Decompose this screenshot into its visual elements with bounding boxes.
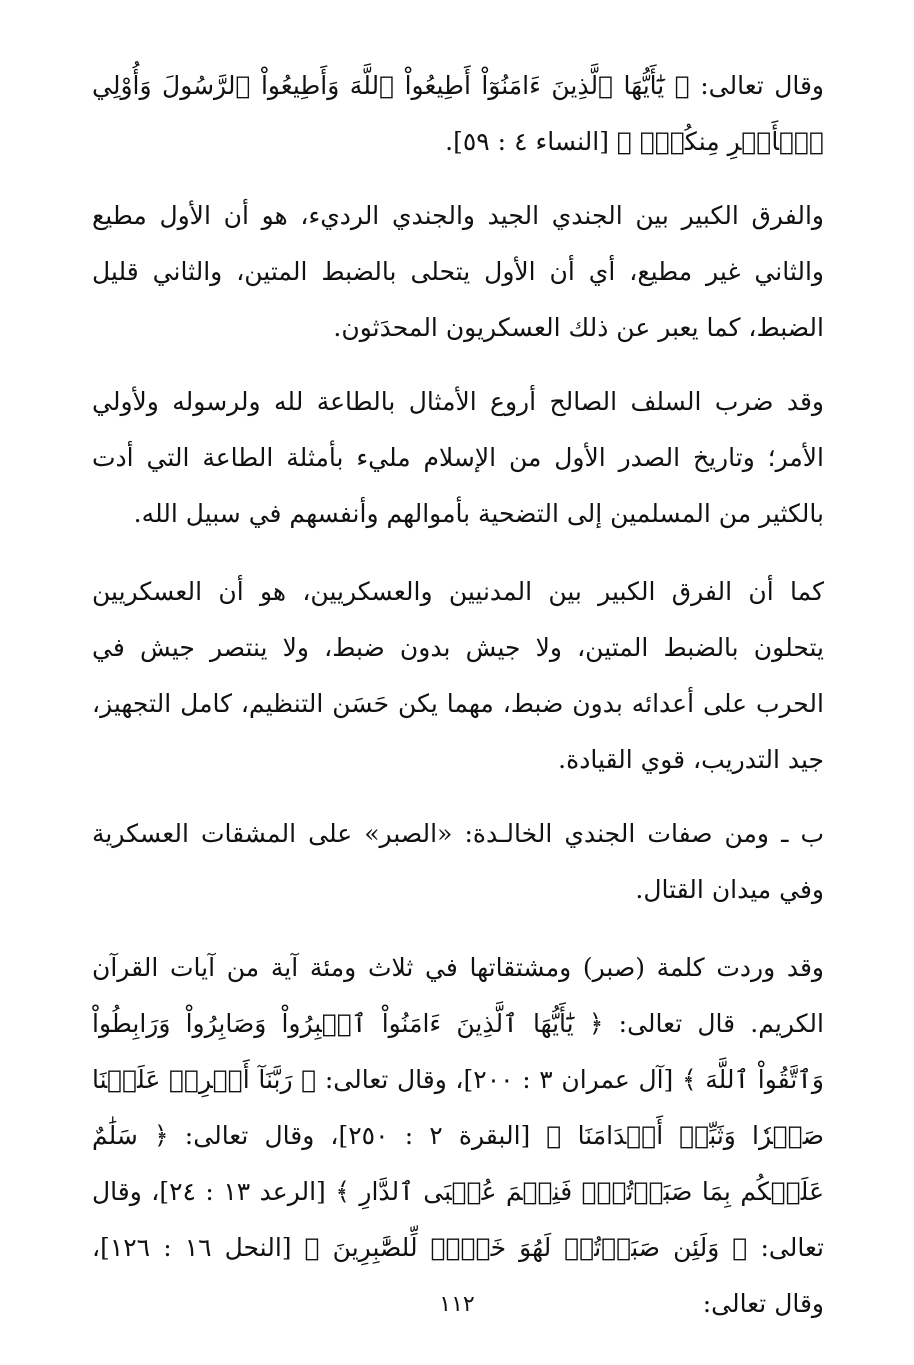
page-body [92,58,824,1332]
paragraph-obedience-verse: وقال تعالى: ﴿ يَٰٓأَيُّهَا ٱلَّذِينَ ءَامَنُوٓاْ أَطِيعُواْ ٱللَّهَ وَأَطِيعُواْ ٱلرَّسُولَ وَأُوْلِي ٱلۡأَمۡرِ مِنكُمۡۖ ﴾ [النساء ٤ : ٥٩]. [92,71,824,156]
paragraph-good-vs-bad-soldier: والفرق الكبير بين الجندي الجيد والجندي الرديء، هو أن الأول مطيع والثاني غير مطيع، أي أن الأول يتحلى بالضبط المتين، والثاني قليل الضبط، كما يعبر عن ذلك العسكريون المحدَثون. [92,201,824,342]
paragraph-patience-heading: ب ـ ومن صفات الجندي الخالـدة: «الصبر» على المشقات العسكرية وفي ميدان القتال. [92,819,824,904]
page-number: ١١٢ [439,1292,475,1317]
paragraph-civilians-vs-military: كما أن الفرق الكبير بين المدنيين والعسكريين، هو أن العسكريين يتحلون بالضبط المتين، ولا جيش بدون ضبط، ولا ينتصر جيش في الحرب على أعدائه بدون ضبط، مهما يكن حَسَن التنظيم، كامل التجهيز، جيد التدريب، قوي القيادة. [92,577,824,774]
paragraph-salaf-obedience: وقد ضرب السلف الصالح أروع الأمثال بالطاعة لله ولرسوله ولأولي الأمر؛ وتاريخ الصدر الأول من الإسلام مليء بأمثلة الطاعة التي أدت بالكثير من المسلمين إلى التضحية بأموالهم وأنفسهم في سبيل الله. [92,387,824,528]
paragraph-patience-verses: وقد وردت كلمة (صبر) ومشتقاتها في ثلاث ومئة آية من آيات القرآن الكريم. قال تعالى: ﴿ يَٰٓأَيُّهَا ٱلَّذِينَ ءَامَنُواْ ٱصۡبِرُواْ وَصَابِرُواْ وَرَابِطُواْ وَٱتَّقُواْ ٱللَّهَ ﴾ [آل عمران ٣ : ٢٠٠]، وقال تعالى: ﴿ رَبَّنَآ أَفۡرِغۡ عَلَيۡنَا صَبۡرٗا وَثَبِّتۡ أَقۡدَامَنَا ﴾ [البقرة ٢ : ٢٥٠]، وقال تعالى: ﴿ سَلَٰمٌ عَلَيۡكُم بِمَا صَبَرۡتُمۡۚ فَنِعۡمَ عُقۡبَى ٱلدَّارِ ﴾ [الرعد ١٣ : ٢٤]، وقال تعالى: ﴿ وَلَئِن صَبَرۡتُمۡ لَهُوَ خَيۡرٞ لِّلصَّٰبِرِينَ ﴾ [النحل ١٦ : ١٢٦]، وقال تعالى: [92,953,824,1318]
